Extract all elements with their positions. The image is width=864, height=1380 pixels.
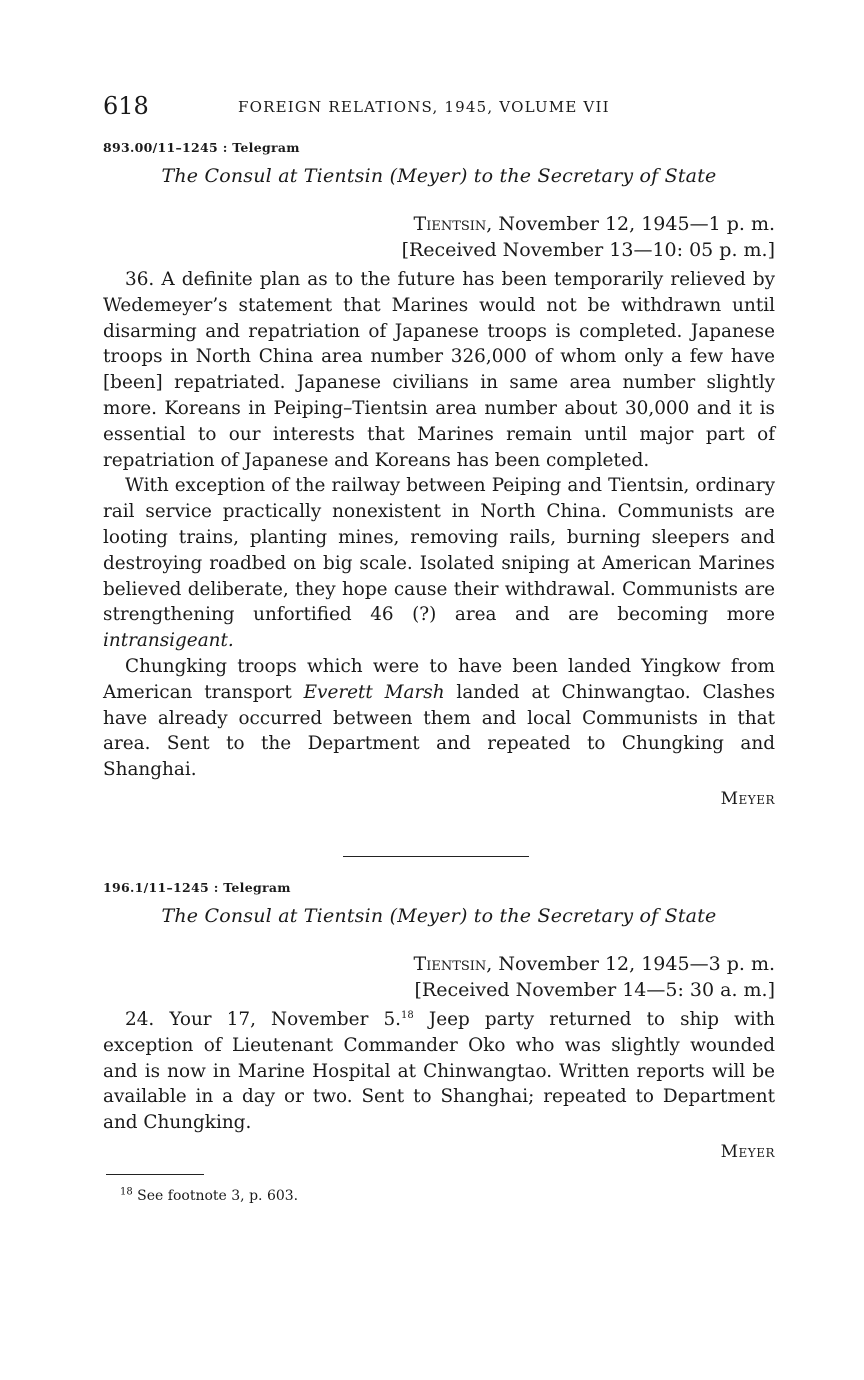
footnote-rule bbox=[106, 1174, 204, 1175]
paragraph: Chungking troops which were to have been landed Yingkow from American transport Everett Marsh landed at Chinwangtao. Clashes have already occurred between them and local Communists in that area. Sent to the Department and repeated to Chungking and Shanghai. bbox=[103, 655, 776, 781]
document-body bbox=[103, 1007, 775, 1136]
dateline-date: , November 12, 1945—1 p. m. bbox=[486, 213, 775, 235]
footnote bbox=[120, 1188, 298, 1204]
signature: Meyer bbox=[720, 1141, 775, 1162]
paragraph: 24. Your 17, November 5.18 Jeep party returned to ship with exception of Lieutenant Commander Oko who was slightly wounded and is now in Marine Hospital at Chinwangtao. Written reports will be available in a day or two. Sent to Shanghai; repeated to Department and Chungking. bbox=[103, 1009, 775, 1134]
section-divider bbox=[343, 856, 529, 857]
page-header bbox=[103, 92, 775, 124]
file-reference: 893.00/11–1245 : Telegram bbox=[103, 140, 300, 155]
signature: Meyer bbox=[720, 788, 775, 809]
document-2 bbox=[103, 880, 775, 1162]
dateline-place: Tientsin bbox=[413, 213, 487, 235]
file-reference: 196.1/11–1245 : Telegram bbox=[103, 880, 291, 895]
footnote-marker: 18 bbox=[401, 1009, 414, 1021]
paragraph: 36. A definite plan as to the future has been temporarily relieved by Wedemeyer’s statement that Marines would not be withdrawn until disarming and repatriation of Japanese troops is completed. Japanese troops in North China area number 326,000 of whom only a few have [been] repatriated. Japanese civilians in same area number slightly more. Koreans in Peiping–Tientsin area number about 30,000 and it is essential to our interests that Marines remain until major part of repatriation of Japanese and Koreans has been completed. bbox=[103, 269, 775, 471]
document-title: The Consul at Tientsin (Meyer) to the Secretary of State bbox=[161, 905, 717, 927]
footnote-text: See footnote 3, p. 603. bbox=[132, 1188, 299, 1204]
document-title: The Consul at Tientsin (Meyer) to the Secretary of State bbox=[161, 165, 717, 187]
received-line: [Received November 14—5: 30 a. m.] bbox=[414, 979, 775, 1001]
dateline bbox=[103, 211, 775, 263]
document-body bbox=[103, 267, 775, 783]
dateline-place: Tientsin bbox=[413, 953, 487, 975]
received-line: [Received November 13—10: 05 p. m.] bbox=[401, 239, 775, 261]
dateline bbox=[103, 951, 775, 1003]
dateline-date: , November 12, 1945—3 p. m. bbox=[486, 953, 775, 975]
footnote-number: 18 bbox=[120, 1186, 133, 1198]
page-number: 618 bbox=[103, 92, 149, 120]
document-1 bbox=[103, 140, 775, 809]
running-head: FOREIGN RELATIONS, 1945, VOLUME VII bbox=[238, 98, 610, 116]
paragraph: With exception of the railway between Peiping and Tientsin, ordinary rail service practically nonexistent in North China. Communists are looting trains, planting mines, removing rails, burning sleepers and destroying roadbed on big scale. Isolated sniping at American Marines believed deliberate, they hope cause their withdrawal. Communists are strengthening unfortified 46 (?) area and are becoming more intransigeant. bbox=[103, 475, 775, 652]
